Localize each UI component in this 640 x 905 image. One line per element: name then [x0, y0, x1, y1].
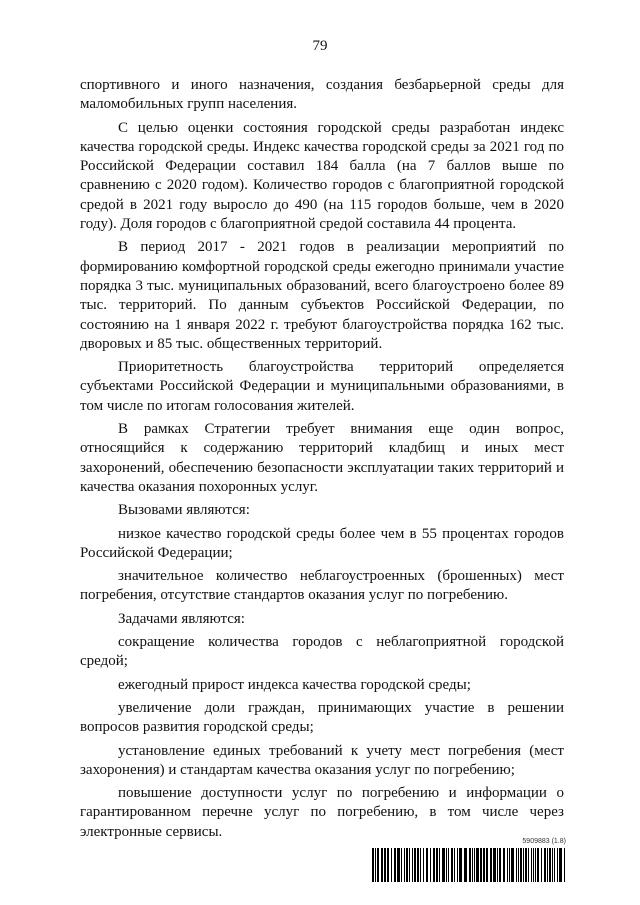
paragraph-10: сокращение количества городов с неблагоприятной городской средой;: [80, 634, 564, 670]
document-code: 5909883 (1.8): [522, 838, 566, 845]
page-body: [80, 76, 564, 842]
paragraph-8: значительное количество неблагоустроенных (брошенных) мест погребения, отсутствие стандартов оказания услуг по погребению.: [80, 568, 564, 604]
page-number: 79: [312, 38, 328, 54]
paragraph-2: С целью оценки состояния городской среды разработан индекс качества городской среды. Индекс качества городской среды за 2021 год по Российской Федерации составил 184 балла (на 7 баллов выше по сравнению с 2020 годом). Количество городов с благоприятной городской средой в 2021 году выросло до 490 (на 115 городов больше, чем в 2020 году). Доля городов с благоприятной средой составила 44 процента.: [80, 119, 564, 233]
paragraph-9: Задачами являются:: [118, 610, 245, 627]
paragraph-12: увеличение доли граждан, принимающих участие в решении вопросов развития городской среды;: [80, 699, 564, 736]
paragraph-7: низкое качество городской среды более чем в 55 процентах городов Российской Федерации;: [80, 525, 564, 561]
paragraph-13: установление единых требований к учету мест погребения (мест захоронения) и стандартам качества оказания услуг по погребению;: [80, 742, 564, 778]
paragraph-6: Вызовами являются:: [118, 502, 250, 519]
barcode: [372, 848, 566, 882]
document-footer: [372, 838, 566, 886]
paragraph-5: В рамках Стратегии требует внимания еще один вопрос, относящийся к содержанию территорий кладбищ и иных мест захоронений, обеспечению безопасности эксплуатации таких территорий и качества оказания похоронных услуг.: [80, 421, 564, 495]
paragraph-11: ежегодный прирост индекса качества городской среды;: [118, 676, 471, 693]
paragraph-14: повышение доступности услуг по погребению и информации о гарантированном перечне услуг по погребению, в том числе через электронные сервисы.: [80, 785, 564, 840]
paragraph-4: Приоритетность благоустройства территорий определяется субъектами Российской Федерации и муниципальными образованиями, в том числе по итогам голосования жителей.: [80, 359, 564, 414]
paragraph-1: спортивного и иного назначения, создания безбарьерной среды для маломобильных групп населения.: [80, 77, 564, 113]
paragraph-3: В период 2017 - 2021 годов в реализации мероприятий по формированию комфортной городской среды ежегодно принимали участие порядка 3 тыс. муниципальных образований, всего благоустроено более 89 тыс. территорий. По данным субъектов Российской Федерации, по состоянию на 1 января 2022 г. требуют благоустройства порядка 162 тыс. дворовых и 85 тыс. общественных территорий.: [80, 239, 564, 352]
